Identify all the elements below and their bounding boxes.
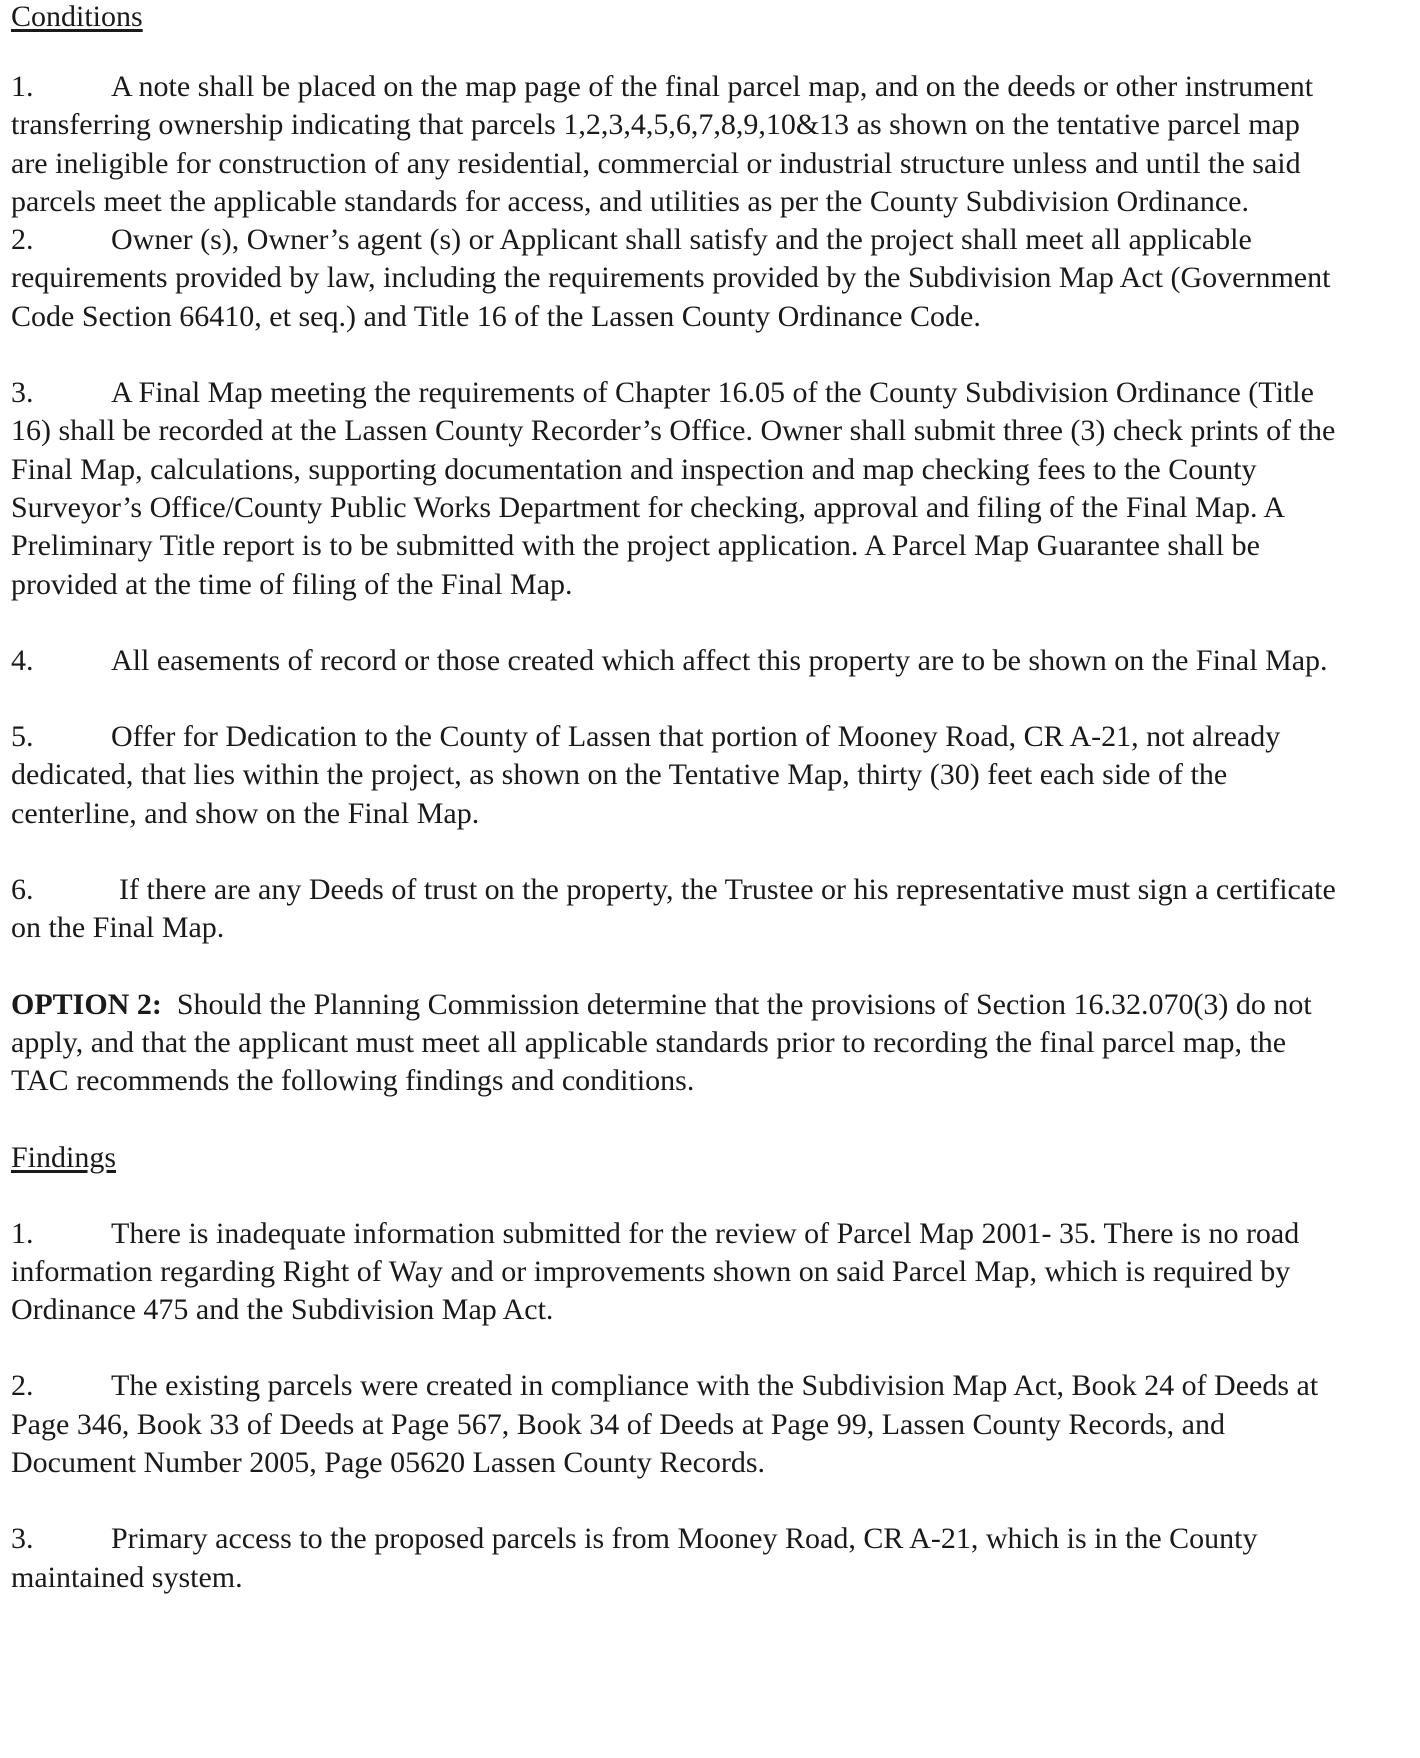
condition-5-number: 5.: [11, 720, 34, 754]
condition-6-number: 6.: [11, 873, 34, 907]
finding-3-text: Primary access to the proposed parcels is from Mooney Road, CR A-21, which is in the County maintained system.: [11, 1522, 1258, 1594]
finding-1-text: There is inadequate information submitted for the review of Parcel Map 2001- 35. There is no road information regarding Right of Way and or improvements shown on said Parcel Map, which is required by Ordinance 475 and the Subdivision Map Act.: [11, 1216, 1300, 1327]
finding-3: [11, 1520, 1341, 1597]
finding-1-number: 1.: [11, 1216, 34, 1250]
finding-2: [11, 1367, 1341, 1482]
option-2-paragraph: [11, 986, 1341, 1101]
finding-3-number: 3.: [11, 1522, 34, 1556]
finding-2-text: The existing parcels were created in compliance with the Subdivision Map Act, Book 24 of Deeds at Page 346, Book 33 of Deeds at Page 567, Book 34 of Deeds at Page 99, Lassen County Records, and Document Number 2005, Page 05620 Lassen County Records.: [11, 1369, 1319, 1480]
condition-5: [11, 718, 1341, 833]
condition-4-text: All easements of record or those created which affect this property are to be shown on the Final Map.: [111, 643, 1328, 677]
condition-5-text: Offer for Dedication to the County of Lassen that portion of Mooney Road, CR A-21, not already dedicated, that lies within the project, as shown on the Tentative Map, thirty (30) feet each side of the centerline, and show on the Final Map.: [11, 720, 1281, 830]
findings-heading: Findings: [11, 1140, 117, 1174]
finding-1: [11, 1215, 1341, 1330]
condition-2-number: 2.: [11, 223, 34, 257]
option-2-label: OPTION 2:: [11, 987, 162, 1021]
finding-2-number: 2.: [11, 1369, 34, 1403]
condition-1: [11, 68, 1341, 221]
condition-1-text: A note shall be placed on the map page of the final parcel map, and on the deeds or other instrument transferring ownership indicating that parcels 1,2,3,4,5,6,7,8,9,10&13 as shown on the tentative parcel map are ineligible for construction of any residential, commercial or industrial structure unless and until the said parcels meet the applicable standards for access, and utilities as per the County Subdivision Ordinance.: [11, 70, 1314, 218]
condition-4: [11, 642, 1341, 680]
conditions-heading: Conditions: [11, 0, 143, 33]
option-2-text: Should the Planning Commission determine that the provisions of Section 16.32.070(3) do not apply, and that the applicant must meet all applicable standards prior to recording the final parcel map, the TAC recommends the following findings and conditions.: [11, 987, 1312, 1098]
condition-3-text: A Final Map meeting the requirements of Chapter 16.05 of the County Subdivision Ordinance (Title 16) shall be recorded at the Lassen County Recorder’s Office. Owner shall submit three (3) check prints of the Final Map, calculations, supporting documentation and inspection and map checking fees to the County Surveyor’s Office/County Public Works Department for checking, approval and filing of the Final Map. A Preliminary Title report is to be submitted with the project application. A Parcel Map Guarantee shall be provided at the time of filing of the Final Map.: [11, 376, 1336, 601]
condition-4-number: 4.: [11, 643, 34, 677]
condition-2: [11, 221, 1341, 336]
document-page: [11, 0, 1341, 1597]
condition-6: [11, 871, 1341, 948]
condition-6-text: If there are any Deeds of trust on the property, the Trustee or his representative must sign a certificate on the Final Map.: [11, 873, 1336, 945]
condition-2-text: Owner (s), Owner’s agent (s) or Applicant shall satisfy and the project shall meet all applicable requirements provided by law, including the requirements provided by the Subdivision Map Act (Government Code Section 66410, et seq.) and Title 16 of the Lassen County Ordinance Code.: [11, 223, 1331, 333]
condition-1-number: 1.: [11, 70, 34, 103]
condition-3: [11, 374, 1341, 604]
condition-3-number: 3.: [11, 376, 34, 410]
